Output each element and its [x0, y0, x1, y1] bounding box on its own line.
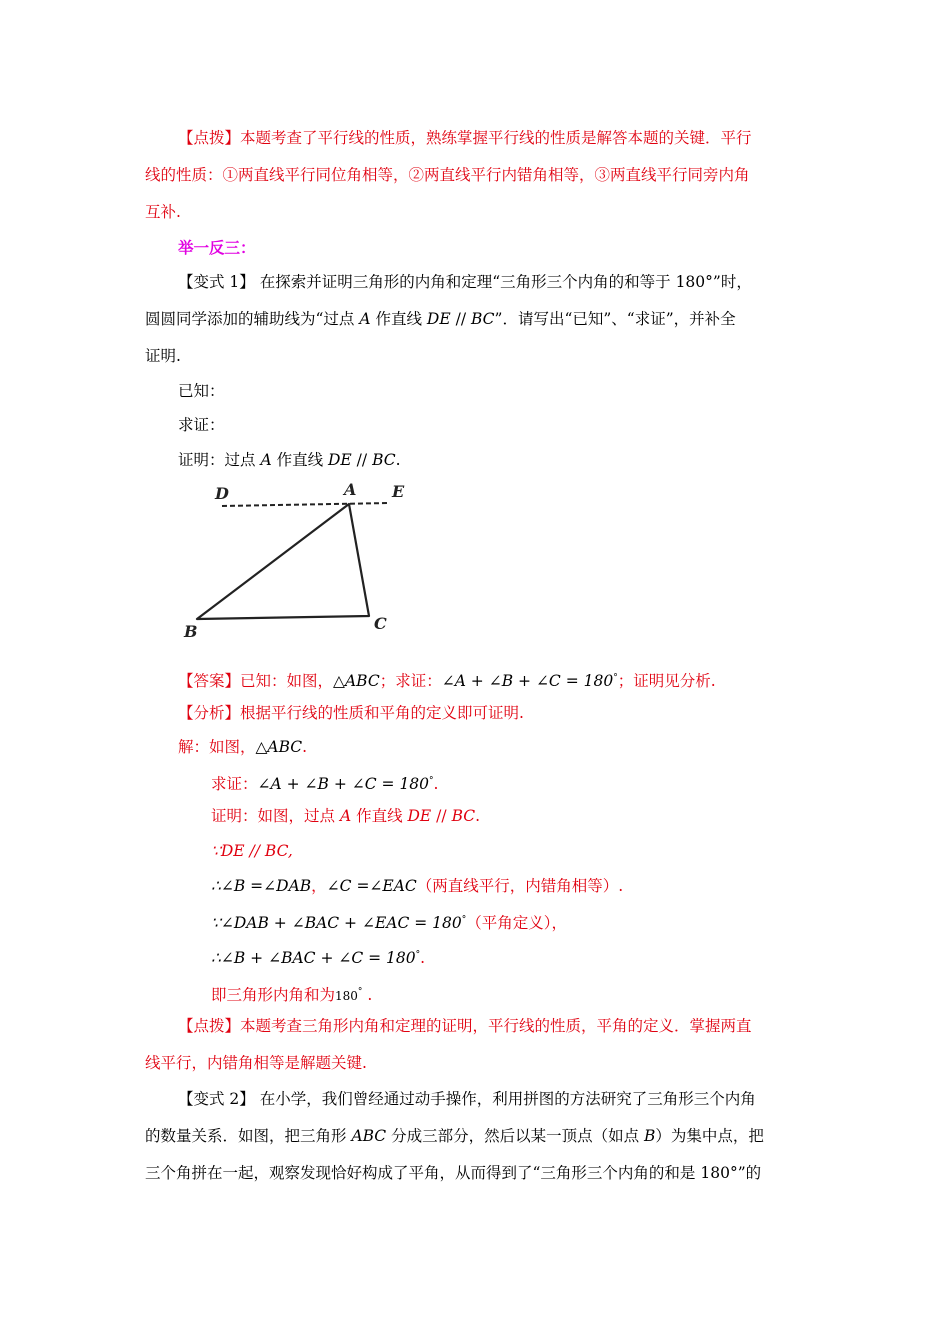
- pinbo-line-1: 【点拨】本题考查了平行线的性质，熟练掌握平行线的性质是解答本题的关键．平行: [178, 129, 752, 147]
- solution-line-1: 解：如图，△ABC.: [178, 738, 308, 756]
- pinbo2-line-1: 【点拨】本题考查三角形内角和定理的证明，平行线的性质，平角的定义．掌握两直: [178, 1017, 752, 1035]
- triangle-figure: [175, 475, 415, 645]
- pinbo2-line-2: 线平行，内错角相等是解题关键.: [145, 1054, 367, 1072]
- variant2-line-1: 【变式 2】 在小学，我们曾经通过动手操作，利用拼图的方法研究了三角形三个内角: [178, 1090, 756, 1108]
- variant2-line-2: 的数量关系．如图，把三角形 ABC 分成三部分，然后以某一顶点（如点 B）为集中点，把: [145, 1127, 764, 1145]
- label-a: A: [344, 480, 357, 499]
- label-c: C: [374, 614, 387, 633]
- label-d: D: [215, 484, 229, 503]
- solution-line-2: 求证：∠A + ∠B + ∠C = 180°.: [211, 775, 439, 793]
- variant1-line-2: 圆圆同学添加的辅助线为“过点 A 作直线 DE // BC”．请写出“已知”、“求证”，并补全: [145, 310, 736, 328]
- prove-label: 求证：: [178, 416, 225, 434]
- variant2-line-3: 三个角拼在一起，观察发现恰好构成了平角，从而得到了“三角形三个内角的和是 180°”的: [145, 1164, 762, 1182]
- answer-line: 【答案】已知：如图，△ABC；求证：∠A + ∠B + ∠C = 180°；证明见分析.: [178, 672, 716, 690]
- variant1-line-1: 【变式 1】 在探索并证明三角形的内角和定理“三角形三个内角的和等于 180°”时，: [178, 273, 752, 291]
- solution-line-6: ∵∠DAB + ∠BAC + ∠EAC = 180°（平角定义），: [211, 914, 568, 932]
- label-b: B: [184, 622, 198, 641]
- solution-line-3: 证明：如图，过点 A 作直线 DE // BC.: [211, 807, 481, 825]
- variant1-line-3: 证明.: [145, 347, 181, 365]
- known-label: 已知：: [178, 382, 225, 400]
- pinbo-line-2: 线的性质：①两直线平行同位角相等，②两直线平行内错角相等，③两直线平行同旁内角: [145, 166, 750, 184]
- proof-line: 证明：过点 A 作直线 DE // BC.: [178, 451, 401, 469]
- section-heading: 举一反三：: [178, 238, 256, 257]
- solution-line-8: 即三角形内角和为180° .: [211, 986, 373, 1004]
- triangle-abc: [197, 504, 369, 619]
- line-de: [222, 503, 390, 506]
- solution-line-7: ∴∠B + ∠BAC + ∠C = 180°.: [211, 949, 426, 967]
- label-e: E: [392, 482, 405, 501]
- solution-line-4: ∵DE // BC,: [211, 842, 293, 860]
- pinbo-line-3: 互补.: [145, 203, 181, 221]
- solution-line-5: ∴∠B =∠DAB，∠C =∠EAC（两直线平行，内错角相等）.: [211, 877, 624, 895]
- analysis-line: 【分析】根据平行线的性质和平角的定义即可证明.: [178, 704, 524, 722]
